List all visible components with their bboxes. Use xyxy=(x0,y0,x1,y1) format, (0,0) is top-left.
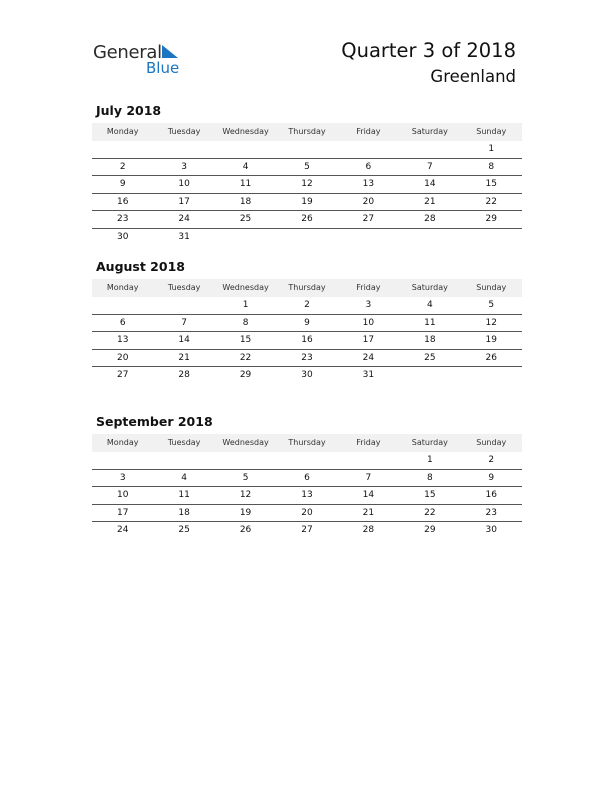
day-cell xyxy=(399,367,460,384)
day-cell: 29 xyxy=(485,214,497,224)
day-cell: 10 xyxy=(178,179,190,189)
weekday-label: Friday xyxy=(356,283,381,292)
week-row xyxy=(92,315,522,333)
day-cell: 15 xyxy=(424,490,436,500)
day-cell: 4 xyxy=(426,300,433,310)
day-cell xyxy=(338,141,399,158)
day-cell: 1 xyxy=(426,455,433,465)
day-cell: 23 xyxy=(116,214,129,224)
day-cell: 30 xyxy=(301,370,313,380)
day-cell: 28 xyxy=(362,525,375,535)
day-cell xyxy=(215,452,276,469)
month-august xyxy=(92,259,522,384)
week-row xyxy=(92,211,522,229)
logo-general-text: General xyxy=(93,42,162,63)
week-row xyxy=(92,176,522,194)
day-cell xyxy=(276,229,337,246)
day-cell: 28 xyxy=(178,370,190,380)
week-row xyxy=(92,332,522,350)
day-cell: 22 xyxy=(485,196,497,207)
weekday-label: Thursday xyxy=(288,438,326,447)
week-row xyxy=(92,159,522,177)
day-cell: 2 xyxy=(304,300,310,310)
day-cell: 5 xyxy=(242,472,249,483)
day-cell: 8 xyxy=(488,161,495,172)
day-cell: 19 xyxy=(485,335,497,345)
day-cell: 17 xyxy=(178,196,190,207)
day-cell: 27 xyxy=(362,214,375,224)
day-cell: 16 xyxy=(116,196,129,207)
day-cell: 25 xyxy=(239,214,252,224)
day-cell: 2 xyxy=(488,455,495,465)
day-cell: 3 xyxy=(119,472,126,483)
day-cell: 10 xyxy=(362,317,375,328)
day-cell: 29 xyxy=(239,370,252,380)
day-cell: 1 xyxy=(242,300,249,310)
day-cell: 4 xyxy=(242,161,249,172)
week-row xyxy=(92,452,522,470)
day-cell: 14 xyxy=(424,179,436,189)
weekday-label: Friday xyxy=(356,438,381,447)
day-cell xyxy=(215,229,276,246)
day-cell: 26 xyxy=(485,352,497,363)
day-cell: 11 xyxy=(239,179,252,189)
day-cell: 7 xyxy=(365,472,372,483)
weekday-label: Thursday xyxy=(288,283,326,292)
day-cell: 21 xyxy=(362,507,375,518)
day-cell: 6 xyxy=(119,317,126,328)
day-cell: 14 xyxy=(362,490,375,500)
week-row xyxy=(92,470,522,488)
day-cell: 10 xyxy=(116,490,129,500)
week-row xyxy=(92,350,522,368)
day-cell: 13 xyxy=(116,335,129,345)
day-cell xyxy=(92,297,153,314)
day-cell: 18 xyxy=(239,196,252,207)
day-cell: 11 xyxy=(424,317,436,328)
day-cell: 20 xyxy=(116,352,129,363)
day-cell: 25 xyxy=(424,352,436,363)
week-row xyxy=(92,297,522,315)
day-cell: 23 xyxy=(485,507,497,518)
logo xyxy=(93,40,193,80)
weekday-label: Tuesday xyxy=(167,438,201,447)
day-cell: 8 xyxy=(242,317,249,328)
day-cell: 16 xyxy=(301,335,313,345)
day-cell xyxy=(92,452,153,469)
day-cell: 15 xyxy=(485,179,497,189)
day-cell: 29 xyxy=(424,525,436,535)
day-cell xyxy=(276,141,337,158)
day-cell xyxy=(153,297,214,314)
day-cell: 19 xyxy=(301,196,313,207)
month-july xyxy=(92,103,522,245)
logo-blue-text: Blue xyxy=(146,59,180,77)
weekday-label: Wednesday xyxy=(222,283,269,292)
weekday-label: Wednesday xyxy=(222,438,269,447)
day-cell xyxy=(461,367,522,384)
day-cell: 14 xyxy=(178,335,190,345)
day-cell: 8 xyxy=(426,472,433,483)
weekday-label: Monday xyxy=(106,127,139,136)
weekday-label: Saturday xyxy=(411,127,448,136)
weekday-header xyxy=(92,434,522,452)
day-cell xyxy=(276,452,337,469)
month-name: September 2018 xyxy=(96,414,213,429)
day-cell: 9 xyxy=(488,472,495,483)
month-name: August 2018 xyxy=(96,259,185,274)
day-cell: 7 xyxy=(181,317,187,328)
page-title: Quarter 3 of 2018 xyxy=(341,39,516,62)
day-cell: 3 xyxy=(181,161,187,172)
weekday-label: Sunday xyxy=(476,283,507,292)
day-cell: 5 xyxy=(488,300,495,310)
day-cell: 18 xyxy=(424,335,436,345)
day-cell: 17 xyxy=(362,335,375,345)
weekday-label: Friday xyxy=(356,127,381,136)
day-cell xyxy=(399,141,460,158)
day-cell: 24 xyxy=(178,214,190,224)
day-cell xyxy=(338,452,399,469)
day-cell: 7 xyxy=(426,161,433,172)
week-row xyxy=(92,487,522,505)
week-row xyxy=(92,141,522,159)
day-cell: 16 xyxy=(485,490,497,500)
month-name: July 2018 xyxy=(96,103,162,118)
weekday-header xyxy=(92,123,522,141)
day-cell: 31 xyxy=(362,370,375,380)
weekday-label: Wednesday xyxy=(222,127,269,136)
month-september xyxy=(92,414,522,539)
day-cell xyxy=(92,141,153,158)
day-cell: 26 xyxy=(239,525,252,535)
weekday-label: Sunday xyxy=(476,127,507,136)
day-cell: 30 xyxy=(116,231,129,242)
day-cell: 21 xyxy=(178,352,190,363)
day-cell xyxy=(461,229,522,246)
day-cell xyxy=(153,452,214,469)
day-cell: 1 xyxy=(488,144,495,154)
weekday-label: Monday xyxy=(106,438,139,447)
day-cell xyxy=(338,229,399,246)
day-cell: 21 xyxy=(424,196,436,207)
weekday-label: Sunday xyxy=(476,438,507,447)
day-cell: 4 xyxy=(181,472,187,483)
logo-triangle-icon xyxy=(162,45,178,58)
week-row xyxy=(92,522,522,539)
day-cell: 3 xyxy=(365,300,372,310)
weekday-label: Saturday xyxy=(411,283,448,292)
day-cell: 30 xyxy=(485,525,497,535)
day-cell: 19 xyxy=(239,507,252,518)
day-cell: 15 xyxy=(239,335,252,345)
week-row xyxy=(92,194,522,212)
day-cell: 12 xyxy=(485,317,497,328)
day-cell: 24 xyxy=(362,352,375,363)
week-row xyxy=(92,367,522,384)
day-cell: 13 xyxy=(301,490,313,500)
weekday-label: Monday xyxy=(106,283,139,292)
day-cell: 2 xyxy=(119,161,126,172)
weekday-label: Tuesday xyxy=(167,127,201,136)
day-cell: 25 xyxy=(178,525,190,535)
country-name: Greenland xyxy=(430,67,516,86)
weekday-label: Saturday xyxy=(411,438,448,447)
day-cell: 28 xyxy=(424,214,436,224)
day-cell: 11 xyxy=(178,490,190,500)
day-cell: 12 xyxy=(301,179,313,189)
week-row xyxy=(92,505,522,523)
day-cell: 5 xyxy=(304,161,310,172)
day-cell: 13 xyxy=(362,179,375,189)
day-cell: 31 xyxy=(178,231,190,242)
day-cell: 6 xyxy=(365,161,372,172)
day-cell: 6 xyxy=(304,472,310,483)
day-cell: 24 xyxy=(116,525,129,535)
day-cell: 27 xyxy=(301,525,313,535)
day-cell: 9 xyxy=(304,317,310,328)
day-cell: 9 xyxy=(119,179,126,189)
weekday-label: Tuesday xyxy=(167,283,201,292)
day-cell: 26 xyxy=(301,214,313,224)
weekday-header xyxy=(92,279,522,297)
day-cell: 12 xyxy=(239,490,252,500)
day-cell: 18 xyxy=(178,507,190,518)
day-cell: 20 xyxy=(301,507,313,518)
day-cell: 17 xyxy=(116,507,129,518)
weekday-label: Thursday xyxy=(288,127,326,136)
day-cell: 22 xyxy=(239,352,252,363)
day-cell: 22 xyxy=(424,507,436,518)
day-cell: 23 xyxy=(301,352,313,363)
day-cell xyxy=(215,141,276,158)
day-cell: 27 xyxy=(116,370,129,380)
week-row xyxy=(92,229,522,246)
day-cell xyxy=(399,229,460,246)
day-cell xyxy=(153,141,214,158)
day-cell: 20 xyxy=(362,196,375,207)
